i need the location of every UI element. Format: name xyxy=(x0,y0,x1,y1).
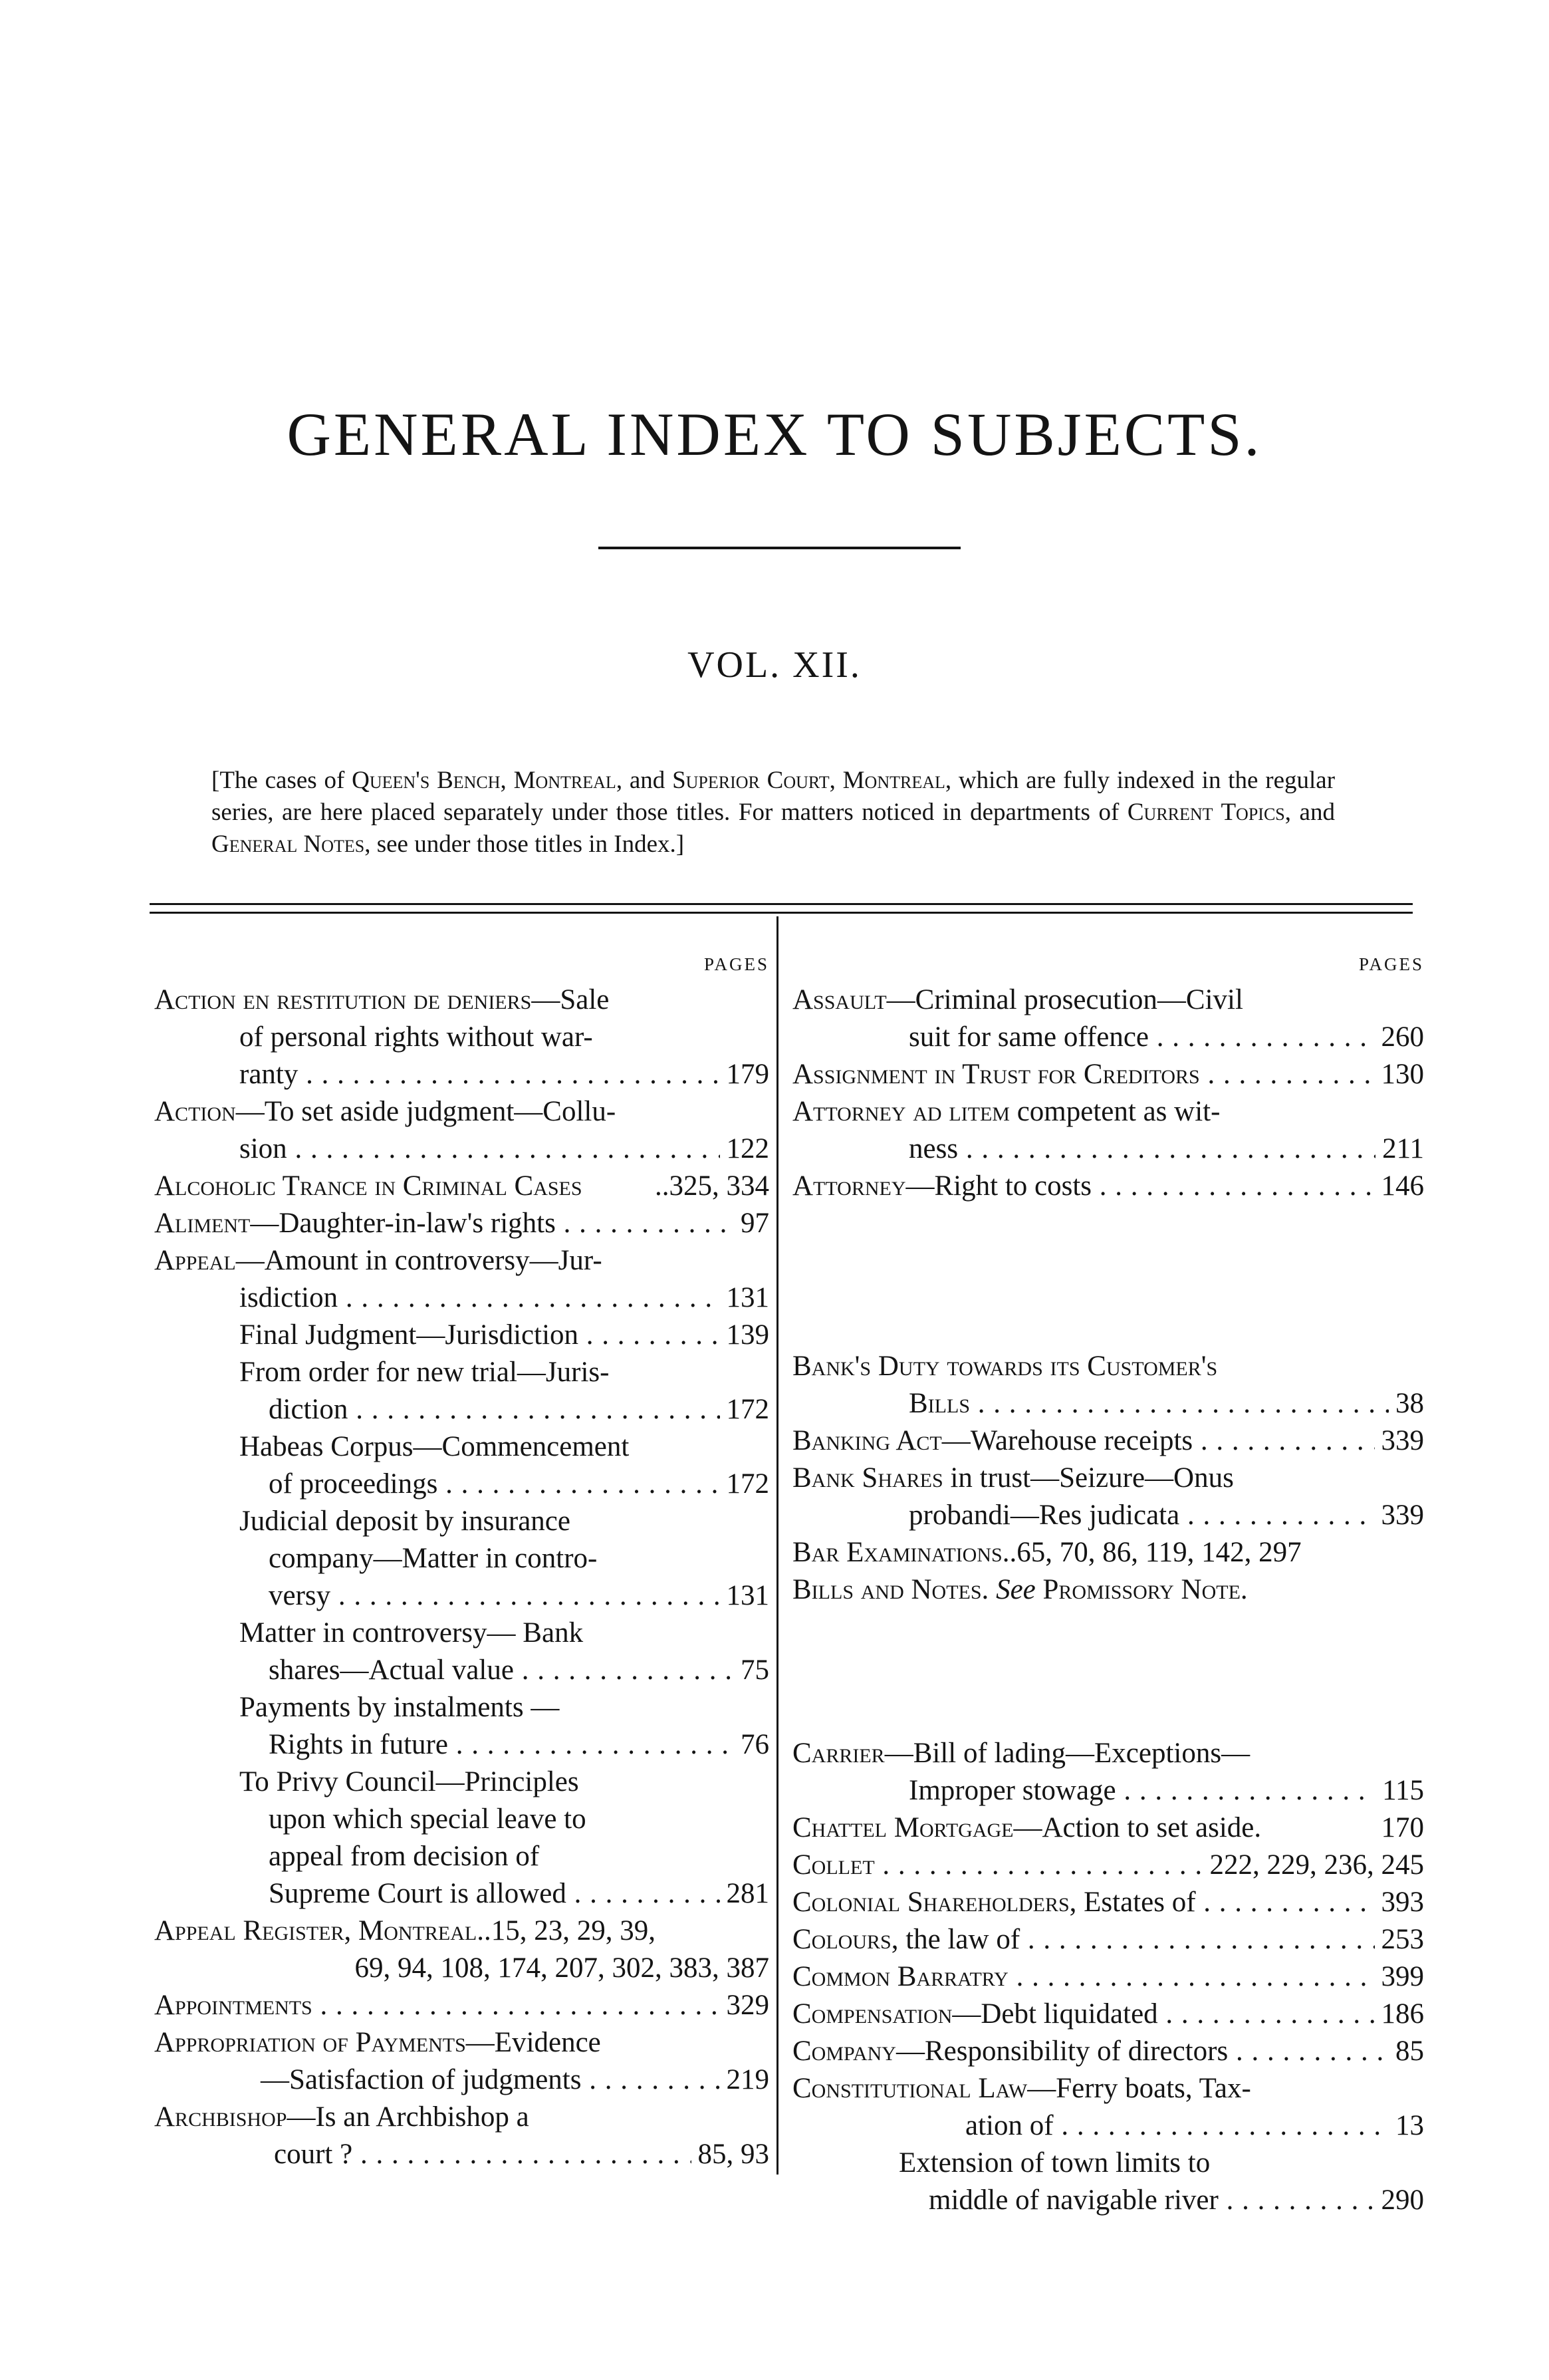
page-number: 38 xyxy=(1395,1388,1424,1419)
pages-label: PAGES xyxy=(703,954,769,974)
page-number: 329 xyxy=(726,1990,769,2021)
column-divider xyxy=(776,916,778,2175)
title-rule xyxy=(598,547,961,549)
index-entry-colours: Colours, the law of . . . 253 xyxy=(792,1921,1424,1958)
index-entry-chattel-mortgage: Chattel Mortgage—Action to set aside. 170 xyxy=(792,1809,1424,1847)
volume-label: VOL. XII. xyxy=(687,644,862,686)
page-number: 399 xyxy=(1381,1961,1424,1992)
index-entry-assault: Assault—Criminal prosecution—Civil suit for same offence . . . 260 xyxy=(792,982,1424,1056)
index-entry-common-barratry: Common Barratry . . . 399 xyxy=(792,1958,1424,1996)
page-number: 219 xyxy=(726,2064,769,2095)
page-number: 76 xyxy=(741,1729,769,1760)
index-entry-bar-examinations: Bar Examinations..65, 70, 86, 119, 142, 297 xyxy=(792,1537,1302,1568)
page-number: 115 xyxy=(1382,1775,1424,1806)
page-number: 393 xyxy=(1381,1887,1424,1918)
page-number: 122 xyxy=(726,1133,769,1164)
index-entry-archbishop: Archbishop—Is an Archbishop a court ? . . . 85, 93 xyxy=(154,2099,769,2173)
index-entry-assignment: Assignment in Trust for Creditors . . . 130 xyxy=(792,1056,1424,1093)
index-entry-attorney: Attorney—Right to costs . . . 146 xyxy=(792,1168,1424,1205)
index-entry-appeal-register: Appeal Register, Montreal..15, 23, 29, 39, 69, 94, 108, 174, 207, 302, 383, 387 xyxy=(154,1915,769,1984)
page-number: 281 xyxy=(726,1878,769,1909)
appeal-sub-privy-council: To Privy Council—Principles upon which special leave to appeal from decision of Supreme Court is allowed . . . 281 xyxy=(154,1764,769,1913)
page-number: 131 xyxy=(726,1580,769,1611)
index-column-left xyxy=(154,951,769,2173)
index-column-right xyxy=(792,951,1424,2219)
page-number: 179 xyxy=(726,1059,769,1090)
index-note: [The cases of Queen's Bench, Montreal, and Superior Court, Montreal, which are fully indexed in the regular series, are here placed separately under those titles. For matters noticed in departments of Current Topics, and General Notes, see under those titles in Index.] xyxy=(211,767,1336,858)
page-number: 339 xyxy=(1381,1425,1424,1456)
appeal-sub-final-judgment: Final Judgment—Jurisdiction . . . 139 xyxy=(154,1317,769,1354)
page-number: 339 xyxy=(1381,1500,1424,1531)
page-number: 130 xyxy=(1381,1059,1424,1090)
page-number: 260 xyxy=(1381,1021,1424,1053)
index-entry-constitutional-law: Constitutional Law—Ferry boats, Tax- ation of . . . 13 Extension of town limits to middle of navigable river . . . 290 xyxy=(792,2070,1424,2219)
index-entry-bank-shares: Bank Shares in trust—Seizure—Onus probandi—Res judicata . . . 339 xyxy=(792,1460,1424,1534)
index-entry-action: Action—To set aside judgment—Collu- sion . . . 122 xyxy=(154,1093,769,1168)
page-number: 97 xyxy=(741,1208,769,1239)
appeal-sub-payments: Payments by instalments — Rights in future . . . 76 xyxy=(154,1689,769,1764)
page-number: 253 xyxy=(1381,1924,1424,1955)
double-rule xyxy=(150,903,1413,914)
page-number: 170 xyxy=(1381,1812,1424,1843)
appeal-sub-judicial-deposit: Judicial deposit by insurance company—Matter in contro- versy . . . 131 xyxy=(154,1503,769,1615)
index-entry-appeal: Appeal—Amount in controversy—Jur- isdiction . . . 131 Final Judgment—Jurisdiction . . . 139 From order for new trial—Juris- diction . . . 172 Habeas Corpus—Commencement of proceedings . . . 172 Judicial deposit by insurance company—Matter in contro- versy . . . 131 Matter in controversy— Bank shares—Actual value . . . 75 Payments by instalments — Rights in future . . . 76 To Privy Council—Principles upon which special leave to appeal from decision of Supreme Court is allowed . . . 281 xyxy=(154,1242,769,1913)
page-number: 211 xyxy=(1382,1133,1424,1164)
page-number: 75 xyxy=(741,1654,769,1686)
page-title: GENERAL INDEX TO SUBJECTS. xyxy=(287,400,1262,468)
page-number: 13 xyxy=(1395,2110,1424,2141)
index-entry-collet: Collet . . . 222, 229, 236, 245 xyxy=(792,1847,1424,1884)
page-number: 139 xyxy=(726,1319,769,1351)
index-entry-colonial-shareholders: Colonial Shareholders, Estates of . . . 393 xyxy=(792,1884,1424,1921)
page-number: 186 xyxy=(1381,1998,1424,2030)
page-number: 222, 229, 236, 245 xyxy=(1209,1849,1424,1881)
index-entry-banks-duty: Bank's Duty towards its Customer's Bills . . . 38 xyxy=(792,1348,1424,1422)
appeal-sub-habeas-corpus: Habeas Corpus—Commencement of proceedings . . . 172 xyxy=(154,1428,769,1503)
index-entry-bills-and-notes: Bills and Notes. See Promissory Note. xyxy=(792,1574,1248,1605)
index-entry-aliment: Aliment—Daughter-in-law's rights . . . 97 xyxy=(154,1205,769,1242)
page-number: 85 xyxy=(1395,2036,1424,2067)
index-entry-action-en-restitution: Action en restitution de deniers—Sale of personal rights without war- ranty . . . 179 xyxy=(154,982,769,1093)
appeal-sub-new-trial: From order for new trial—Juris- diction . . . 172 xyxy=(154,1354,769,1428)
page-number: 85, 93 xyxy=(697,2139,769,2170)
pages-label: PAGES xyxy=(1358,954,1424,974)
appeal-sub-matter-in-controversy: Matter in controversy— Bank shares—Actual value . . . 75 xyxy=(154,1615,769,1689)
index-entry-company: Company—Responsibility of directors . . . 85 xyxy=(792,2033,1424,2070)
index-entry-alcoholic-trance: Alcoholic Trance in Criminal Cases ..325, 334 xyxy=(154,1168,769,1205)
page-number: 172 xyxy=(726,1394,769,1425)
index-entry-compensation: Compensation—Debt liquidated . . . 186 xyxy=(792,1996,1424,2033)
page-number: 290 xyxy=(1381,2184,1424,2216)
index-entry-carrier: Carrier—Bill of lading—Exceptions— Improper stowage . . . 115 xyxy=(792,1735,1424,1809)
page-number: ..325, 334 xyxy=(655,1170,769,1202)
index-entry-appointments: Appointments . . . 329 xyxy=(154,1987,769,2024)
index-entry-banking-act: Banking Act—Warehouse receipts . . . 339 xyxy=(792,1422,1424,1460)
page-number: 131 xyxy=(726,1282,769,1313)
index-entry-attorney-ad-litem: Attorney ad litem competent as wit- ness . . . 211 xyxy=(792,1093,1424,1168)
page-number: 172 xyxy=(726,1468,769,1500)
index-entry-appropriation: Appropriation of Payments—Evidence —Satisfaction of judgments . . . 219 xyxy=(154,2024,769,2099)
page-number: 146 xyxy=(1381,1170,1424,1202)
